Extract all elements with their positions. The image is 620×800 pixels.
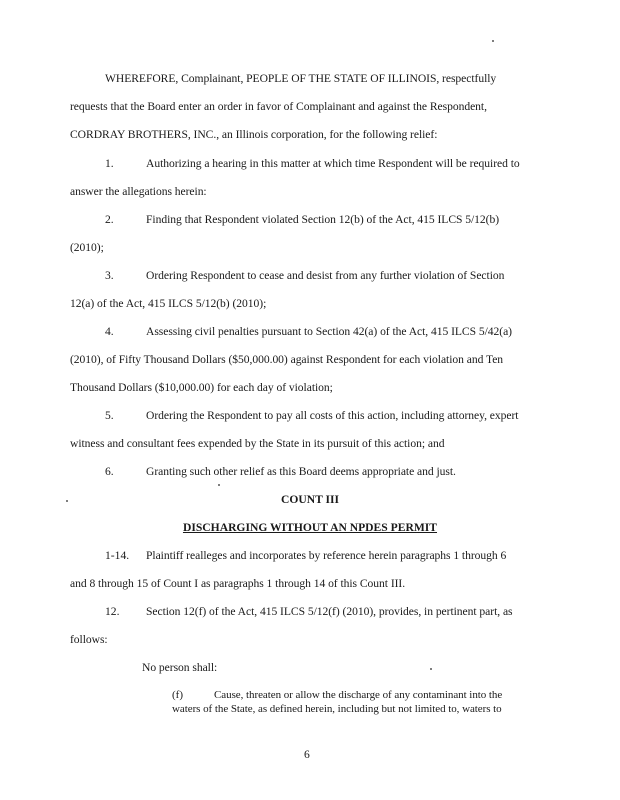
item-4-line-2: (2010), of Fifty Thousand Dollars ($50,000.00) against Respondent for each violation and Ten — [70, 353, 504, 366]
item-4-number: 4. — [105, 325, 114, 338]
intro-line-2: requests that the Board enter an order in favor of Complainant and against the Respondent, — [70, 100, 487, 113]
item-5-number: 5. — [105, 409, 114, 422]
quote-item-line-1: Cause, threaten or allow the discharge of any contaminant into the — [214, 689, 503, 701]
para-12-line-1: Section 12(f) of the Act, 415 ILCS 5/12(f) (2010), provides, in pertinent part, as — [146, 605, 513, 618]
item-6-number: 6. — [105, 465, 114, 478]
item-1-number: 1. — [105, 157, 114, 170]
scan-speck — [66, 500, 68, 502]
page-number: 6 — [304, 748, 310, 761]
scan-speck — [218, 484, 220, 486]
para-1-14-number: 1-14. — [105, 549, 130, 562]
item-4-line-3: Thousand Dollars ($10,000.00) for each day of violation; — [70, 381, 333, 394]
item-1-line-1: Authorizing a hearing in this matter at which time Respondent will be required to — [146, 157, 520, 170]
para-12-number: 12. — [105, 605, 120, 618]
intro-line-3: CORDRAY BROTHERS, INC., an Illinois corporation, for the following relief: — [70, 128, 438, 141]
quote-item-label: (f) — [172, 689, 183, 701]
item-5-line-2: witness and consultant fees expended by the State in its pursuit of this action; and — [70, 437, 445, 450]
item-4-line-1: Assessing civil penalties pursuant to Section 42(a) of the Act, 415 ILCS 5/42(a) — [146, 325, 512, 338]
item-3-line-2: 12(a) of the Act, 415 ILCS 5/12(b) (2010); — [70, 297, 267, 310]
quote-lead: No person shall: — [142, 661, 218, 674]
para-12-line-2: follows: — [70, 633, 108, 646]
count-subtitle: DISCHARGING WITHOUT AN NPDES PERMIT — [182, 521, 438, 534]
para-1-14-line-2: and 8 through 15 of Count I as paragraphs 1 through 14 of this Count III. — [70, 577, 406, 590]
scan-speck — [492, 40, 494, 42]
item-2-line-1: Finding that Respondent violated Section 12(b) of the Act, 415 ILCS 5/12(b) — [146, 213, 500, 226]
item-2-number: 2. — [105, 213, 114, 226]
item-3-line-1: Ordering Respondent to cease and desist from any further violation of Section — [146, 269, 505, 282]
scan-speck — [430, 668, 432, 670]
item-1-line-2: answer the allegations herein: — [70, 185, 207, 198]
item-6-line-1: Granting such other relief as this Board deems appropriate and just. — [146, 465, 456, 478]
count-title: COUNT III — [280, 493, 340, 506]
item-3-number: 3. — [105, 269, 114, 282]
intro-line-1: WHEREFORE, Complainant, PEOPLE OF THE STATE OF ILLINOIS, respectfully — [105, 72, 497, 85]
para-1-14-line-1: Plaintiff realleges and incorporates by reference herein paragraphs 1 through 6 — [146, 549, 507, 562]
quote-item-line-2: waters of the State, as defined herein, including but not limited to, waters to — [172, 703, 502, 715]
item-2-line-2: (2010); — [70, 241, 104, 254]
item-5-line-1: Ordering the Respondent to pay all costs of this action, including attorney, expert — [146, 409, 519, 422]
